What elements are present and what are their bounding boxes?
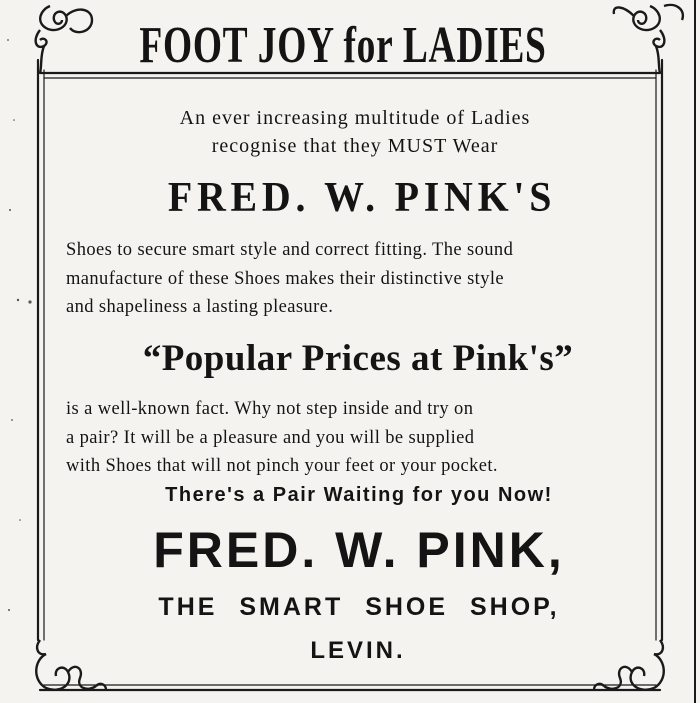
headline: FOOT JOY for LADIES xyxy=(139,17,547,74)
paragraph-line: and shapeliness a lasting pleasure. xyxy=(66,297,334,317)
intro-line: recognise that they MUST Wear xyxy=(211,135,499,157)
town-name: LEVIN. xyxy=(310,637,406,664)
corner-flourish-top-left xyxy=(36,6,92,73)
shop-tagline: THE SMART SHOE SHOP, xyxy=(158,593,560,621)
intro-line: An ever increasing multitude of Ladies xyxy=(179,107,531,129)
paragraph-line: manufacture of these Shoes makes their distinctive style xyxy=(66,268,505,289)
shop-name: FRED. W. PINK, xyxy=(153,522,565,578)
corner-flourish-top-right xyxy=(614,5,683,73)
body-paragraph-2 xyxy=(66,395,656,481)
intro-text xyxy=(0,104,700,160)
call-to-action: There's a Pair Waiting for you Now! xyxy=(165,484,553,506)
paragraph-line: is a well-known fact. Why not step inside and try on xyxy=(66,399,474,419)
paragraph-line: Shoes to secure smart style and correct fitting. The sound xyxy=(66,240,514,260)
paragraph-line: a pair? It will be a pleasure and you will be supplied xyxy=(66,427,475,448)
proprietor-name: FRED. W. PINK'S xyxy=(167,175,557,221)
body-paragraph-1 xyxy=(66,236,656,322)
slogan: “Popular Prices at Pink's” xyxy=(142,338,574,379)
paragraph-line: with Shoes that will not pinch your feet or your pocket. xyxy=(66,456,498,476)
